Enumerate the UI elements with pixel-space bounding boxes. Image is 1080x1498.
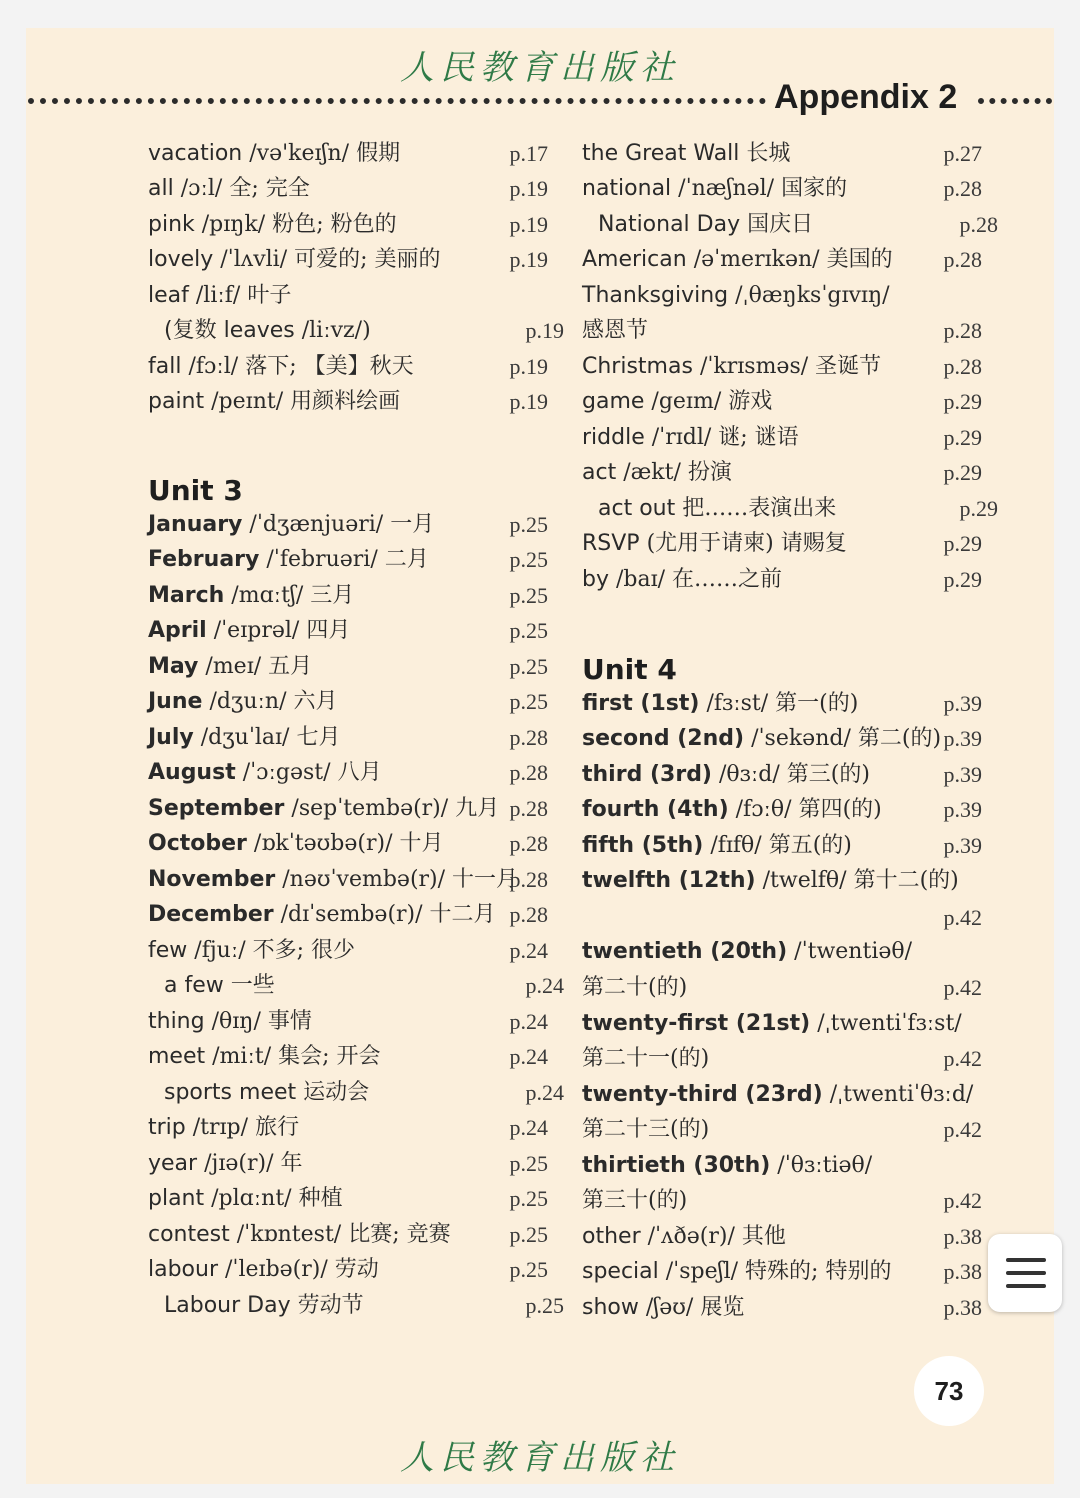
left-column (148, 0, 564, 1498)
vocab-entry: show /ʃəʊ/ 展览 p.38 (582, 1295, 982, 1320)
vocab-entry: game /geɪm/ 游戏 p.29 (582, 389, 982, 414)
vocab-entry: trip /trɪp/ 旅行 p.24 (148, 1115, 548, 1140)
page-number-badge: 73 (914, 1356, 984, 1426)
vocab-entry: August /ˈɔːgəst/ 八月 p.28 (148, 760, 548, 785)
vocab-entry: first (1st) /fɜːst/ 第一(的) p.39 (582, 691, 982, 716)
vocab-entry: fall /fɔːl/ 落下; 【美】秋天 p.19 (148, 354, 548, 379)
vocab-entry: November /nəʊˈvembə(r)/ 十一月 p.28 (148, 867, 548, 892)
publisher-logo-top: 人民教育出版社 (400, 48, 680, 88)
vocab-entry: riddle /ˈrɪdl/ 谜; 谜语 p.29 (582, 425, 982, 450)
vocab-entry: vacation /və'keɪʃn/ 假期 p.17 (148, 141, 548, 166)
vocab-entry: thing /θɪŋ/ 事情 p.24 (148, 1009, 548, 1034)
menu-icon-bar (1006, 1271, 1046, 1275)
vocab-entry: a few 一些 p.24 (164, 973, 564, 998)
vocab-entry: Labour Day 劳动节 p.25 (164, 1293, 564, 1318)
vocab-entry: plant /plɑːnt/ 种植 p.25 (148, 1186, 548, 1211)
vocab-entry: leaf /liːf/ 叶子 (148, 283, 292, 308)
vocab-entry: contest /ˈkɒntest/ 比赛; 竞赛 p.25 (148, 1222, 548, 1247)
appendix-title: Appendix 2 (774, 78, 958, 116)
menu-icon-bar (1006, 1258, 1046, 1262)
vocab-entry: National Day 国庆日 p.28 (598, 212, 998, 237)
dotted-rule-right (978, 98, 1052, 104)
vocab-entry: act /ækt/ 扮演 p.29 (582, 460, 982, 485)
vocab-entry: fifth (5th) /fɪfθ/ 第五(的) p.39 (582, 833, 982, 858)
vocab-entry: twentieth (20th) /ˈtwentiəθ/ (582, 939, 913, 964)
vocab-entry: (复数 leaves /liːvz/) p.19 (164, 318, 564, 343)
vocab-entry: Christmas /ˈkrɪsməs/ 圣诞节 p.28 (582, 354, 982, 379)
vocab-entry: national /ˈnæʃnəl/ 国家的 p.28 (582, 176, 982, 201)
vocab-entry: meet /miːt/ 集会; 开会 p.24 (148, 1044, 548, 1069)
vocab-entry: twenty-third (23rd) /ˌtwentiˈθɜːd/ (582, 1082, 974, 1107)
vocab-entry: RSVP (尤用于请柬) 请赐复 p.29 (582, 531, 982, 556)
vocab-entry: second (2nd) /ˈsekənd/ 第二(的) p.39 (582, 726, 982, 751)
vocab-entry: other /ˈʌðə(r)/ 其他 p.38 (582, 1224, 982, 1249)
publisher-logo-bottom: 人民教育出版社 (400, 1438, 680, 1478)
vocab-entry: sports meet 运动会 p.24 (164, 1080, 564, 1105)
vocab-entry: third (3rd) /θɜːd/ 第三(的) p.39 (582, 762, 982, 787)
vocab-entry: Thanksgiving /ˌθæŋksˈgɪvɪŋ/ (582, 283, 890, 308)
vocab-entry: January /ˈdʒænjuəri/ 一月 p.25 (148, 512, 548, 537)
vocab-entry: February /ˈfebruəri/ 二月 p.25 (148, 547, 548, 572)
vocab-entry-continued: 第二十三(的) p.42 (582, 1117, 982, 1142)
vocab-entry: May /meɪ/ 五月 p.25 (148, 654, 548, 679)
vocab-entry: fourth (4th) /fɔːθ/ 第四(的) p.39 (582, 797, 982, 822)
vocab-entry: September /sepˈtembə(r)/ 九月 p.28 (148, 796, 548, 821)
vocab-entry: labour /ˈleɪbə(r)/ 劳动 p.25 (148, 1257, 548, 1282)
vocab-entry: all /ɔːl/ 全; 完全 p.19 (148, 176, 548, 201)
vocab-entry-continued: 感恩节 p.28 (582, 318, 982, 343)
vocab-entry: thirtieth (30th) /ˈθɜːtiəθ/ (582, 1153, 873, 1178)
vocab-entry: year /jɪə(r)/ 年 p.25 (148, 1151, 548, 1176)
unit-4-heading: Unit 4 (582, 653, 677, 686)
vocab-entry: few /fjuː/ 不多; 很少 p.24 (148, 938, 548, 963)
vocab-entry: paint /peɪnt/ 用颜料绘画 p.19 (148, 389, 548, 414)
vocab-entry: act out 把……表演出来 p.29 (598, 496, 998, 521)
vocab-entry: special /ˈspeʃl/ 特殊的; 特别的 p.38 (582, 1259, 982, 1284)
vocab-entry: the Great Wall 长城 p.27 (582, 141, 982, 166)
vocab-entry: December /dɪˈsembə(r)/ 十二月 p.28 (148, 902, 548, 927)
unit-3-heading: Unit 3 (148, 474, 243, 507)
vocab-entry-continued: 第二十一(的) p.42 (582, 1046, 982, 1071)
vocab-entry: June /dʒuːn/ 六月 p.25 (148, 689, 548, 714)
vocab-entry-continued: p.42 (943, 905, 982, 930)
vocab-entry: by /baɪ/ 在……之前 p.29 (582, 567, 982, 592)
vocab-entry: twelfth (12th) /twelfθ/ 第十二(的) (582, 868, 959, 893)
vocab-entry: March /mɑːtʃ/ 三月 p.25 (148, 583, 548, 608)
vocab-entry: American /əˈmerɪkən/ 美国的 p.28 (582, 247, 982, 272)
vocab-entry: April /ˈeɪprəl/ 四月 p.25 (148, 618, 548, 643)
vocab-entry: twenty-first (21st) /ˌtwentiˈfɜːst/ (582, 1011, 962, 1036)
vocab-entry-continued: 第二十(的) p.42 (582, 975, 982, 1000)
vocab-entry: pink /pɪŋk/ 粉色; 粉色的 p.19 (148, 212, 548, 237)
vocab-entry: July /dʒuˈlaɪ/ 七月 p.28 (148, 725, 548, 750)
right-column (582, 0, 998, 1498)
menu-button[interactable] (988, 1234, 1062, 1312)
menu-icon-bar (1006, 1284, 1046, 1288)
vocab-entry: October /ɒkˈtəʊbə(r)/ 十月 p.28 (148, 831, 548, 856)
vocab-entry-continued: 第三十(的) p.42 (582, 1188, 982, 1213)
vocab-entry: lovely /ˈlʌvli/ 可爱的; 美丽的 p.19 (148, 247, 548, 272)
